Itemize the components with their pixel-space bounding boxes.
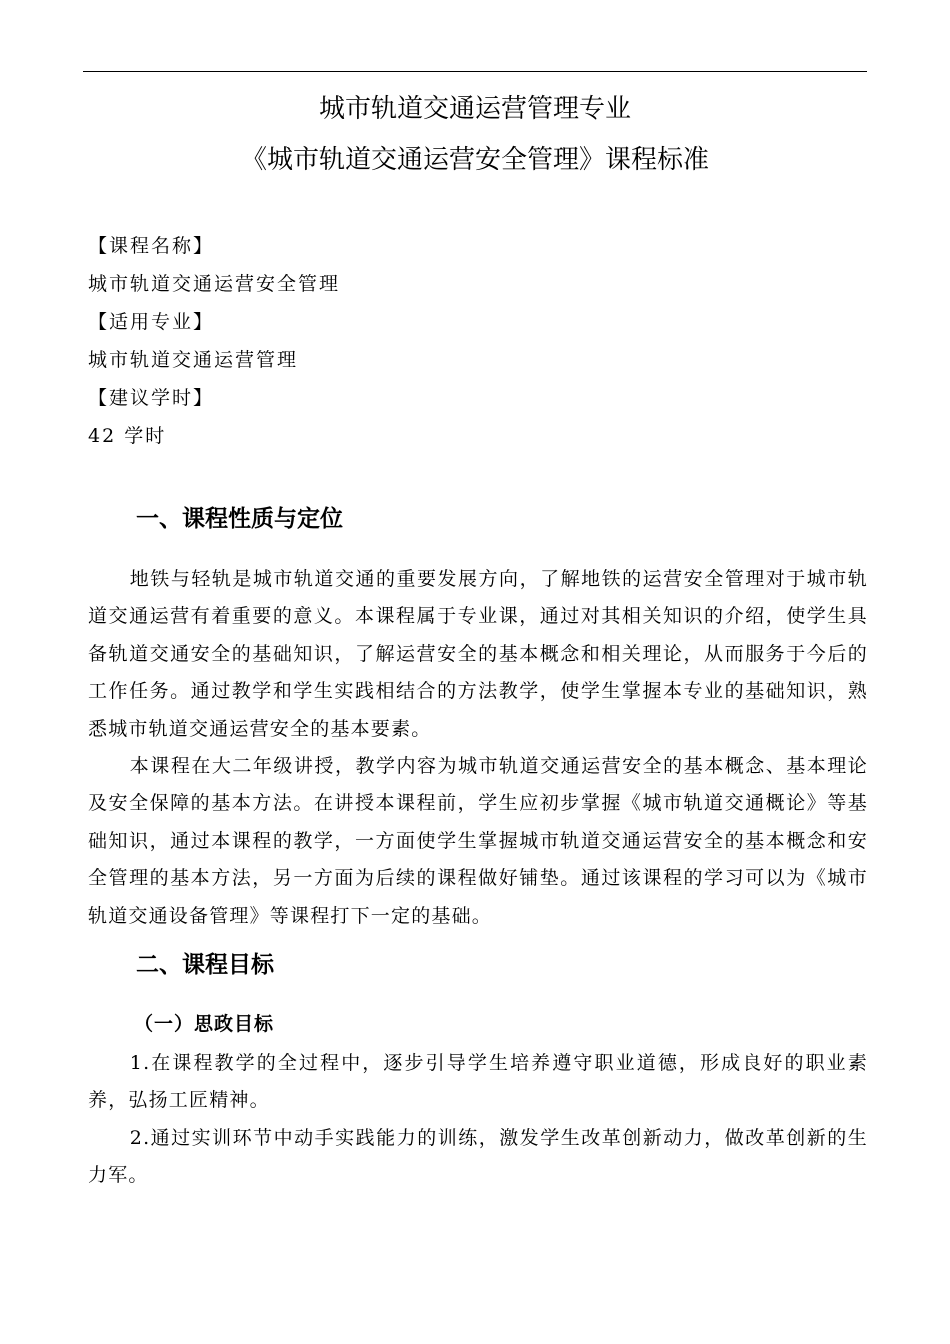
course-name-label: 【课程名称】 xyxy=(88,235,215,257)
section1-paragraph-2: 本课程在大二年级讲授，教学内容为城市轨道交通运营安全的基本概念、基本理论及安全保障的基本方法。在讲授本课程前，学生应初步掌握《城市轨道交通概论》等基础知识，通过本课程的教学，一方面使学生掌握城市轨道交通运营安全的基本概念和安全管理的基本方法，另一方面为后续的课程做好铺垫。通过该课程的学习可以为《城市轨道交通设备管理》等课程打下一定的基础。 xyxy=(88,755,868,927)
major-label: 【适用专业】 xyxy=(88,311,215,333)
section1-heading: 一、课程性质与定位 xyxy=(136,506,343,532)
hours-label: 【建议学时】 xyxy=(88,387,215,409)
goal-item-2: 2.通过实训环节中动手实践能力的训练，激发学生改革创新动力，做改革创新的生力军。 xyxy=(88,1127,868,1187)
section2-heading: 二、课程目标 xyxy=(136,952,274,978)
section1-paragraph-1: 地铁与轻轨是城市轨道交通的重要发展方向，了解地铁的运营安全管理对于城市轨道交通运营有着重要的意义。本课程属于专业课，通过对其相关知识的介绍，使学生具备轨道交通安全的基础知识，了解运营安全的基本概念和相关理论，从而服务于今后的工作任务。通过教学和学生实践相结合的方法教学，使学生掌握本专业的基础知识，熟悉城市轨道交通运营安全的基本要素。 xyxy=(88,568,868,740)
major-value: 城市轨道交通运营管理 xyxy=(88,349,299,371)
course-name-value: 城市轨道交通运营安全管理 xyxy=(88,273,341,295)
subsection-heading-political-goals: （一）思政目标 xyxy=(134,1013,275,1035)
document-title-line2: 《城市轨道交通运营安全管理》课程标准 xyxy=(240,145,709,175)
goal-item-1: 1.在课程教学的全过程中，逐步引导学生培养遵守职业道德，形成良好的职业素养，弘扬工匠精神。 xyxy=(88,1052,868,1112)
header-rule xyxy=(83,71,867,72)
hours-value: 42 学时 xyxy=(88,425,167,447)
document-title-line1: 城市轨道交通运营管理专业 xyxy=(318,94,631,124)
